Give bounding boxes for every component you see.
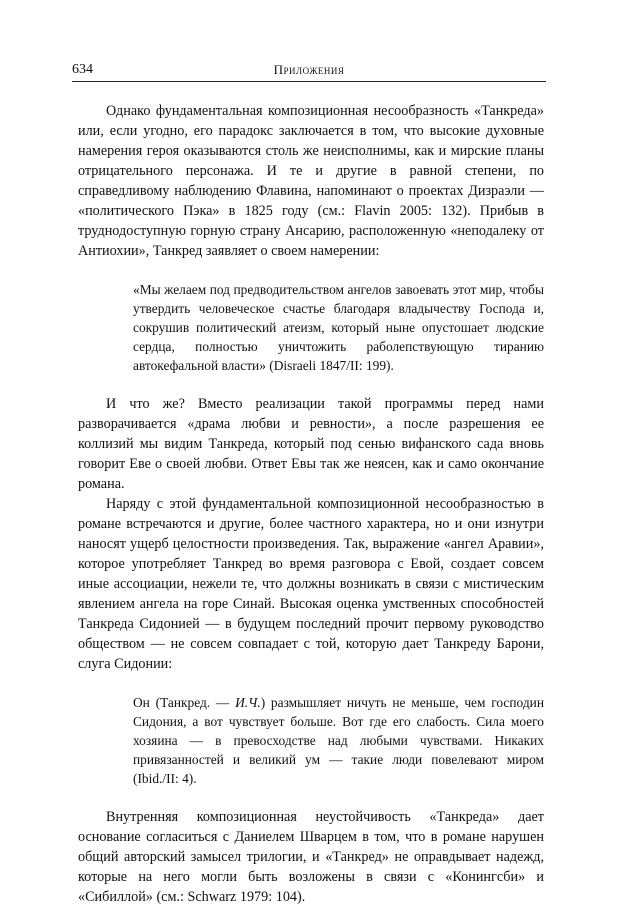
paragraph-3: Наряду с этой фундаментальной композиционной несообразностью в романе встречаются и другие, более частного характера, но и они изнутри наносят ущерб целостности произведения. Так, выражение «ангел Аравии», которое употребляет Танкред во время разговора с Евой, создает совсем иные ассоциации, нежели те, что должны возникать в связи с мистическим явлением ангела на горе Синай. Высокая оценка умственных способностей Танкреда Сидонией — в будущем последний прочит первому руководство обществом — не совсем совпадает с той, которую дает Танкреду Барони, слуга Сидонии: xyxy=(78,496,544,672)
header-rule xyxy=(72,81,546,82)
quote-2-editor-initials: И.Ч. xyxy=(235,695,261,710)
paragraph-2: И что же? Вместо реализации такой программы перед нами разворачивается «драма любви и ревности», а после разрешения ее коллизий мы видим Танкреда, который под сенью вифанского сада вновь говорит Еве о своей любви. Ответ Евы так же неясен, как и само окончание романа. xyxy=(78,396,544,492)
paragraph-1: Однако фундаментальная композиционная несообразность «Танкреда» или, если угодно, его парадокс заключается в том, что высокие духовные намерения героя оказываются столь же неисполнимы, как и мирские планы отрицательного персонажа. И те и другие в равной степени, по справедливому наблюдению Флавина, напоминают о проектах Дизраэли — «политического Пэка» в 1825 году (см.: Flavin 2005: 132). Прибыв в труднодоступную горную страну Ансарию, расположенную «неподалеку от Антиохии», Танкред заявляет о своем намерении: xyxy=(78,103,544,259)
page-number: 634 xyxy=(72,62,93,77)
running-title: Приложения xyxy=(273,62,345,77)
page-header xyxy=(72,62,546,80)
paragraph-4: Внутренняя композиционная неустойчивость «Танкреда» дает основание согласиться с Даниелем Шварцем в том, что в романе нарушен общий авторский замысел трилогии, и «Танкред» не оправдывает надежд, которые на него могли быть возложены в связи с «Конингсби» и «Сибиллой» (см.: Schwarz 1979: 104). xyxy=(78,809,544,905)
quote-2-start: Он (Танкред. — xyxy=(133,695,236,710)
block-quote-1: «Мы желаем под предводительством ангелов завоевать этот мир, чтобы утвердить человеческое счастье благодаря владычеству Господа и, сокрушив политический атеизм, который ныне опустошает людские сердца, полностью уничтожить раболепствующую тиранию автокефальной власти» (Disraeli 1847/II: 199). xyxy=(133,282,544,373)
main-text xyxy=(78,101,544,907)
block-quote-2 xyxy=(133,693,544,788)
quote-2-rest: ) размышляет ничуть не меньше, чем господин Сидония, а вот чувствует больше. Вот где его слабость. Сила моего хозяина — в превосходстве над любыми чувствами. Никаких привязанностей и великий ум — такие люди повелевают миром (Ibid./II: 4). xyxy=(133,695,544,786)
